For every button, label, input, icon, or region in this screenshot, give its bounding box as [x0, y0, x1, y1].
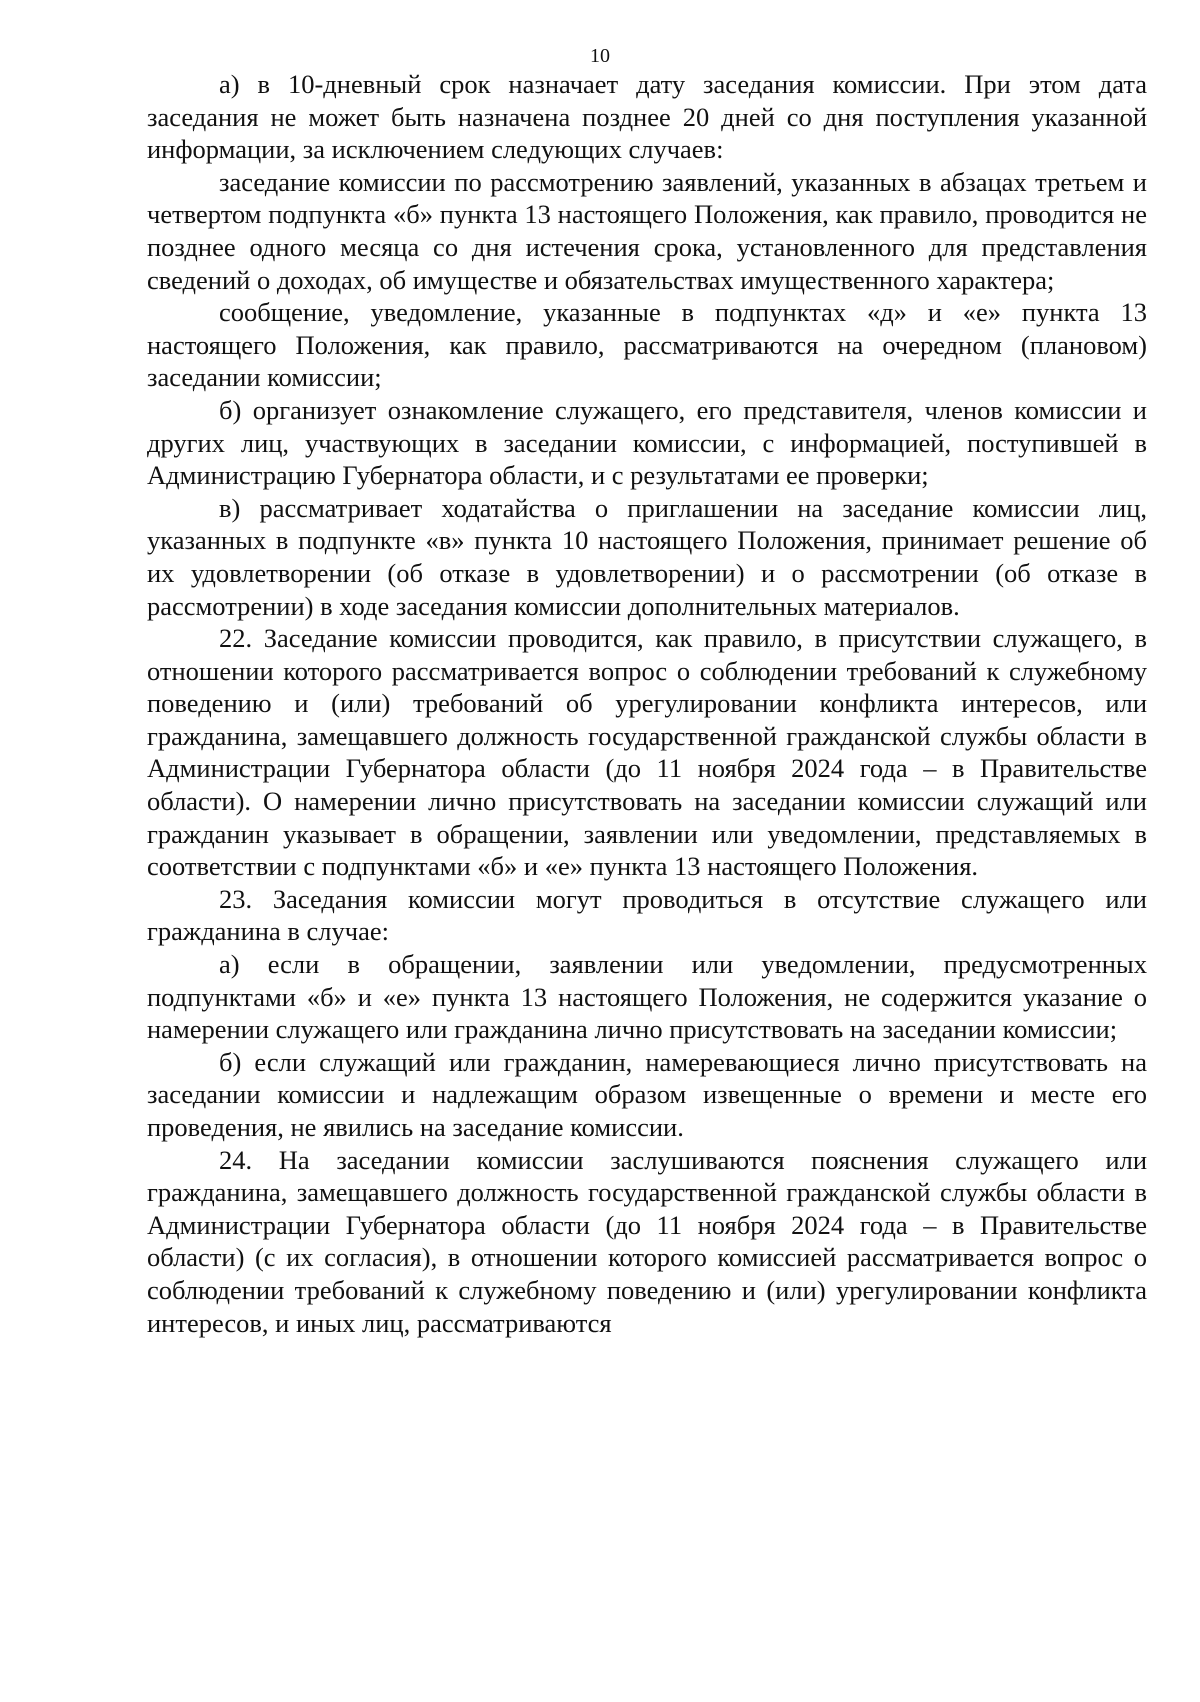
page-number: 10	[590, 45, 610, 67]
paragraph-a-meeting-date: а) в 10-дневный срок назначает дату заседания комиссии. При этом дата заседания не может быть назначена позднее 20 дней со дня поступления указанной информации, за исключением следующих случаев:	[147, 69, 1147, 165]
paragraph-b-familiarization: б) организует ознакомление служащего, его представителя, членов комиссии и других лиц, участвующих в заседании комиссии, с информацией, поступившей в Администрацию Губернатора области, и с результатами ее проверки;	[147, 394, 1147, 491]
paragraph-income-statements-case: заседание комиссии по рассмотрению заявлений, указанных в абзацах третьем и четвертом подпункта «б» пункта 13 настоящего Положения, как правило, проводится не позднее одного месяца со дня истечения срока, установленного для представления сведений о доходах, об имуществе и обязательствах имущественного характера;	[147, 166, 1147, 295]
paragraph-23-absence: 23. Заседания комиссии могут проводиться в отсутствие служащего или гражданина в случае:	[147, 883, 1147, 947]
paragraph-24-explanations: 24. На заседании комиссии заслушиваются пояснения служащего или гражданина, замещавшего должность государственной гражданской службы области в Администрации Губернатора области (до 11 ноября 2024 года – в Правительстве области) (с их согласия), в отношении которого комиссией рассматривается вопрос о соблюдении требований к служебному поведению и (или) урегулировании конфликта интересов, и иных лиц, рассматриваются	[147, 1144, 1147, 1338]
document-body	[147, 68, 1147, 1339]
paragraph-notices-case: сообщение, уведомление, указанные в подпунктах «д» и «е» пункта 13 настоящего Положения, как правило, рассматриваются на очередном (плановом) заседании комиссии;	[147, 297, 1147, 393]
paragraph-22-attendance: 22. Заседание комиссии проводится, как правило, в присутствии служащего, в отношении которого рассматривается вопрос о соблюдении требований к служебному поведению и (или) требований об урегулировании конфликта интересов, или гражданина, замещавшего должность государственной гражданской службы области в Администрации Губернатора области (до 11 ноября 2024 года – в Правительстве области). О намерении лично присутствовать на заседании комиссии служащий или гражданин указывает в обращении, заявлении или уведомлении, представляемых в соответствии с подпунктами «б» и «е» пункта 13 настоящего Положения.	[147, 623, 1147, 882]
paragraph-c-petitions: в) рассматривает ходатайства о приглашении на заседание комиссии лиц, указанных в подпункте «в» пункта 10 настоящего Положения, принимает решение об их удовлетворении (об отказе в удовлетворении) и о рассмотрении (об отказе в рассмотрении) в ходе заседания комиссии дополнительных материалов.	[147, 492, 1147, 621]
paragraph-23b: б) если служащий или гражданин, намеревающиеся лично присутствовать на заседании комиссии и надлежащим образом извещенные о времени и месте его проведения, не явились на заседание комиссии.	[147, 1046, 1147, 1142]
paragraph-23a: а) если в обращении, заявлении или уведомлении, предусмотренных подпунктами «б» и «е» пункта 13 настоящего Положения, не содержится указание о намерении служащего или гражданина лично присутствовать на заседании комиссии;	[147, 949, 1147, 1045]
